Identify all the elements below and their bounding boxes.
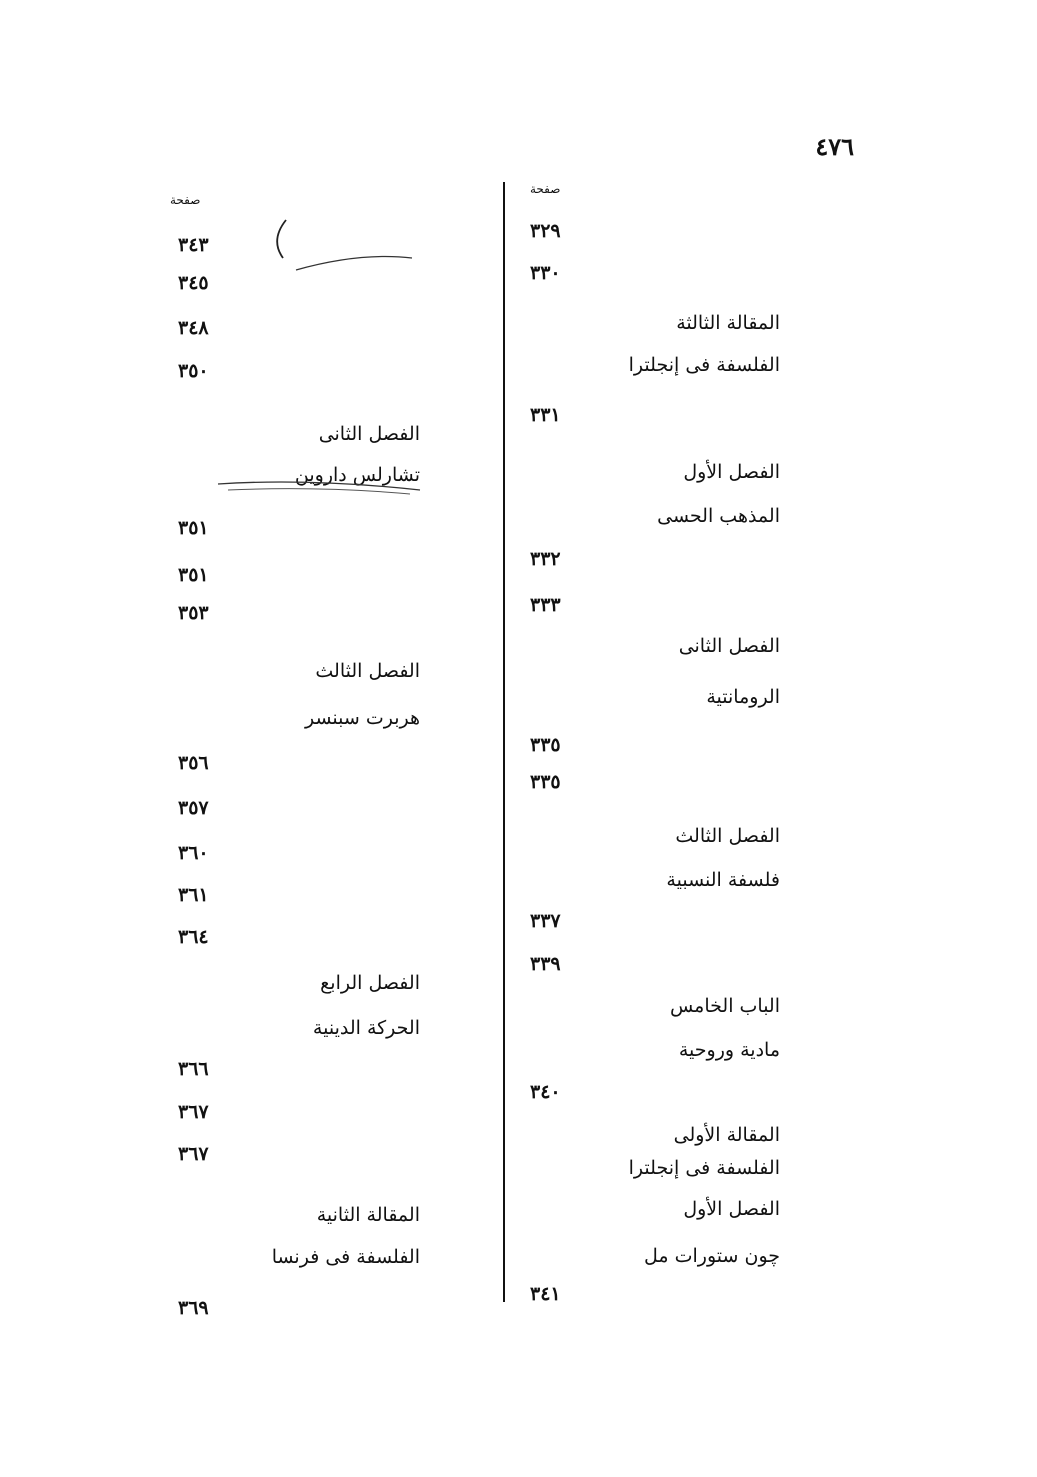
toc-entry-page-number: ٣٦١ [178, 884, 209, 906]
page-number: ٤٧٦ [815, 132, 854, 161]
toc-entry-page-number: ٣٢٩ [530, 220, 561, 242]
toc-entry-page-number: ٣٣٥ [530, 771, 561, 793]
page-column-label-left: صفحة [170, 193, 201, 207]
toc-entry-page-number: ٣٤٠ [530, 1081, 561, 1103]
toc-entry-page-number: ٣٦٦ [178, 1058, 209, 1080]
page-column-label-right: صفحة [530, 182, 561, 196]
right-section-heading: چون ستورات مل [644, 1245, 780, 1267]
left-section-heading: هربرت سبنسر [304, 707, 420, 729]
left-section-heading: تشارلس داروين [294, 464, 420, 486]
right-section-heading: فلسفة النسبية [666, 869, 780, 891]
right-section-heading: الفصل الأول [683, 461, 780, 483]
left-section-heading: الحركة الدينية [312, 1017, 420, 1039]
toc-entry-page-number: ٣٣٥ [530, 734, 561, 756]
right-section-heading: مادية وروحية [678, 1039, 780, 1061]
left-section-heading: الفصل الثانى [318, 423, 420, 445]
right-section-heading: المقالة الثالثة [676, 312, 780, 334]
toc-entry-page-number: ٣٣٠ [530, 262, 561, 284]
toc-entry-page-number: ٣٥١ [178, 564, 209, 586]
toc-entry-page-number: ٣٤١ [530, 1283, 561, 1305]
toc-entry-page-number: ٣٣١ [530, 404, 561, 426]
toc-entry-page-number: ٣٦٠ [178, 842, 209, 864]
left-section-heading: الفلسفة فى فرنسا [271, 1246, 420, 1268]
toc-entry-page-number: ٣٤٥ [178, 272, 209, 294]
toc-entry-page-number: ٣٦٤ [178, 926, 209, 948]
left-section-heading: المقالة الثانية [316, 1204, 420, 1226]
toc-entry-page-number: ٣٤٣ [178, 234, 209, 256]
toc-entry-page-number: ٣٣٩ [530, 953, 561, 975]
left-section-heading: الفصل الثالث [315, 660, 420, 682]
toc-entry-page-number: ٣٣٧ [530, 910, 561, 932]
toc-entry-page-number: ٣٦٧ [178, 1101, 209, 1123]
toc-entry-page-number: ٣٦٩ [178, 1297, 209, 1319]
toc-entry-page-number: ٣٣٣ [530, 594, 561, 616]
toc-entry-page-number: ٣٣٢ [530, 548, 561, 570]
left-section-heading: الفصل الرابع [320, 972, 420, 994]
right-section-heading: الفصل الأول [683, 1198, 780, 1220]
right-section-heading: الباب الخامس [669, 995, 780, 1017]
right-section-heading: الفلسفة فى إنجلترا [628, 354, 780, 376]
toc-entry-page-number: ٣٦٧ [178, 1143, 209, 1165]
toc-entry-page-number: ٣٤٨ [178, 317, 209, 339]
right-section-heading: المقالة الأولى [673, 1124, 780, 1146]
toc-entry-page-number: ٣٥٦ [178, 752, 209, 774]
toc-entry-page-number: ٣٥٣ [178, 602, 209, 624]
toc-entry-page-number: ٣٥٠ [178, 360, 209, 382]
right-section-heading: الفصل الثانى [678, 635, 780, 657]
toc-entry-page-number: ٣٥٧ [178, 797, 209, 819]
right-section-heading: الرومانتية [706, 686, 780, 708]
toc-entry-page-number: ٣٥١ [178, 517, 209, 539]
right-section-heading: الفصل الثالث [675, 825, 780, 847]
right-section-heading: الفلسفة فى إنجلترا [628, 1157, 780, 1179]
right-section-heading: المذهب الحسى [657, 505, 780, 527]
